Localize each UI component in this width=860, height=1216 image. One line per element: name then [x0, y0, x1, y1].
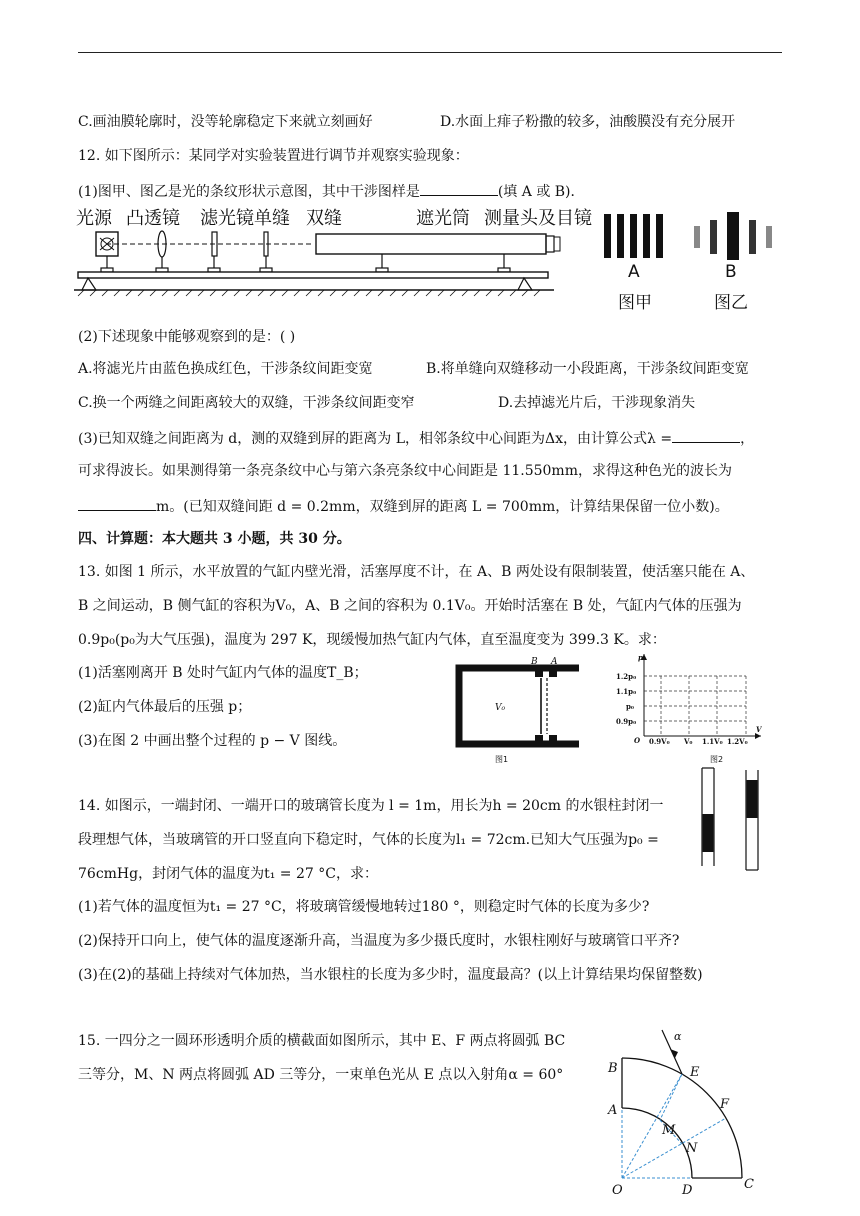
q12-part3-line1 — [78, 428, 754, 448]
fig-label-f: F — [720, 1097, 730, 1112]
label-convex-lens: 凸透镜 — [126, 208, 180, 229]
tube-open-up — [746, 770, 758, 870]
double-slit-apparatus-figure — [74, 204, 604, 309]
fig-label-c: C — [744, 1177, 754, 1192]
pv-grid-figure — [616, 650, 766, 765]
label-filter: 滤光镜 — [200, 208, 254, 229]
answer-blank — [420, 181, 498, 196]
fig-label-a: A — [608, 1103, 618, 1118]
q12-part3-text: (3)已知双缝之间距离为 d，测的双缝到屏的距离为 L，相邻条纹中心间距为Δx，由计算公式λ = — [78, 431, 673, 447]
q14-sub1: (1)若气体的温度恒为t₁ = 27 °C，将玻璃管缓慢地转过180 °，则稳定时气体的长度为多少? — [78, 899, 650, 915]
q12-part1 — [78, 181, 585, 201]
label-single-slit: 单缝 — [254, 208, 290, 229]
q13-line1: 13. 如图 1 所示，水平放置的气缸内壁光滑，活塞厚度不计，在 A、B 两处设有限制装置，使活塞只能在 A、 — [78, 564, 755, 580]
fig2-x-tick: 1.2V₀ — [727, 737, 748, 746]
pattern-a-fringes — [604, 214, 663, 258]
q13-line3: 0.9p₀(p₀为大气压强)，温度为 297 K，现缓慢加热气缸内气体，直至温度变为 399.3 K。求： — [78, 632, 666, 648]
fig-label-alpha: α — [674, 1030, 682, 1043]
fig-label-n: N — [686, 1141, 698, 1156]
fig2-caption: 图2 — [710, 755, 724, 764]
q12-option-a: A.将滤光片由蓝色换成红色，干涉条纹间距变宽 — [78, 361, 373, 377]
figure-jia-caption: 图甲 — [618, 293, 652, 313]
fig1-caption: 图1 — [495, 755, 509, 764]
fringe-patterns-figure — [596, 208, 786, 318]
fig2-y-tick: p₀ — [626, 702, 634, 711]
q12-option-b: B.将单缝向双缝移动一小段距离，干涉条纹间距变宽 — [426, 361, 749, 377]
fig-label-e: E — [690, 1065, 700, 1080]
q15-line1: 15. 一四分之一圆环形透明介质的横截面如图所示，其中 E、F 两点将圆弧 BC — [78, 1033, 566, 1049]
pattern-a-label: A — [628, 262, 640, 282]
label-double-slit: 双缝 — [306, 208, 342, 229]
q13-line2: B 之间运动，B 侧气缸的容积为V₀，A、B 之间的容积为 0.1V₀。开始时活塞在 B 处，气缸内气体的压强为 — [78, 598, 742, 614]
fig2-origin: O — [634, 736, 641, 745]
q11-option-c: C.画油膜轮廓时，没等轮廓稳定下来就立刻画好 — [78, 114, 373, 130]
q12-option-c: C.换一个两缝之间距离较大的双缝，干涉条纹间距变窄 — [78, 395, 415, 411]
fig-label-d: D — [682, 1183, 693, 1198]
label-measure-head: 测量头及目镜 — [484, 208, 592, 229]
label-light-tube: 遮光筒 — [416, 208, 470, 229]
q13-sub1: (1)活塞刚离开 B 处时气缸内气体的温度T_B； — [78, 665, 368, 681]
fig2-x-tick: 0.9V₀ — [649, 737, 670, 746]
quarter-ring-figure — [600, 1024, 770, 1198]
fig-label-o: O — [612, 1183, 623, 1198]
q13-sub3: (3)在图 2 中画出整个过程的 p − V 图线。 — [78, 733, 347, 749]
q13-sub2: (2)缸内气体最后的压强 p； — [78, 699, 252, 715]
label-light-source: 光源 — [76, 208, 112, 229]
q12-part3-line2: 可求得波长。如果测得第一条亮条纹中心与第六条亮条纹中心间距是 11.550mm，求得这种色光的波长为 — [78, 463, 732, 479]
q12-stem: 12. 如下图所示：某同学对实验装置进行调节并观察实验现象： — [78, 148, 469, 164]
fig1-label-a: A — [551, 657, 558, 667]
fig2-axis-v: V — [756, 725, 762, 734]
fig2-y-tick: 0.9p₀ — [616, 717, 637, 726]
q12-part3-line3 — [78, 496, 729, 516]
q12-part1-text: (1)图甲、图乙是光的条纹形状示意图，其中干涉图样是 — [78, 184, 420, 200]
answer-blank — [78, 496, 156, 511]
fig2-x-tick: 1.1V₀ — [702, 737, 723, 746]
q14-line3: 76cmHg，封闭气体的温度为t₁ = 27 °C，求： — [78, 866, 378, 882]
q12-part2: (2)下述现象中能够观察到的是：( ) — [78, 329, 296, 345]
fig1-label-b: B — [531, 657, 538, 667]
q12-option-d: D.去掉滤光片后，干涉现象消失 — [498, 395, 696, 411]
fig-label-m: M — [662, 1123, 676, 1138]
cylinder-figure — [455, 656, 595, 766]
q15-line2: 三等分，M、N 两点将圆弧 AD 三等分，一束单色光从 E 点以入射角α = 60° — [78, 1067, 564, 1083]
header-rule — [78, 52, 782, 53]
fig1-label-v0: V₀ — [495, 703, 506, 713]
pattern-b-label: B — [725, 262, 737, 282]
q14-sub2: (2)保持开口向上，使气体的温度逐渐升高，当温度为多少摄氏度时，水银柱刚好与玻璃管口平齐? — [78, 933, 680, 949]
pattern-b-fringes — [694, 212, 772, 260]
q14-sub3: (3)在(2)的基础上持续对气体加热，当水银柱的长度为多少时，温度最高？(以上计算结果均保留整数) — [78, 967, 703, 983]
fig2-x-tick: V₀ — [684, 737, 693, 746]
q12-part3-comma: ， — [740, 431, 755, 447]
q11-option-d: D.水面上痱子粉撒的较多，油酸膜没有充分展开 — [440, 114, 736, 130]
q12-part1-hint: (填 A 或 B)． — [497, 184, 585, 200]
glass-tubes-figure — [694, 766, 774, 876]
fig-label-b: B — [608, 1061, 618, 1076]
q12-part3-text2: m。(已知双缝间距 d = 0.2mm，双缝到屏的距离 L = 700mm，计算结果保留一位小数)。 — [156, 499, 729, 515]
fig2-y-tick: 1.2p₀ — [616, 672, 637, 681]
section-heading: 四、计算题：本大题共 3 小题，共 30 分。 — [78, 531, 351, 547]
q14-line2: 段理想气体，当玻璃管的开口竖直向下稳定时，气体的长度为l₁ = 72cm.已知大气压强为p₀ = — [78, 832, 659, 848]
fig2-axis-p: p — [638, 653, 643, 662]
fig2-y-tick: 1.1p₀ — [616, 687, 637, 696]
answer-blank — [672, 428, 740, 443]
q14-line1: 14. 如图示，一端封闭、一端开口的玻璃管长度为 l = 1m，用长为h = 20cm 的水银柱封闭一 — [78, 798, 664, 814]
tube-open-down — [702, 768, 714, 866]
figure-yi-caption: 图乙 — [714, 293, 748, 313]
